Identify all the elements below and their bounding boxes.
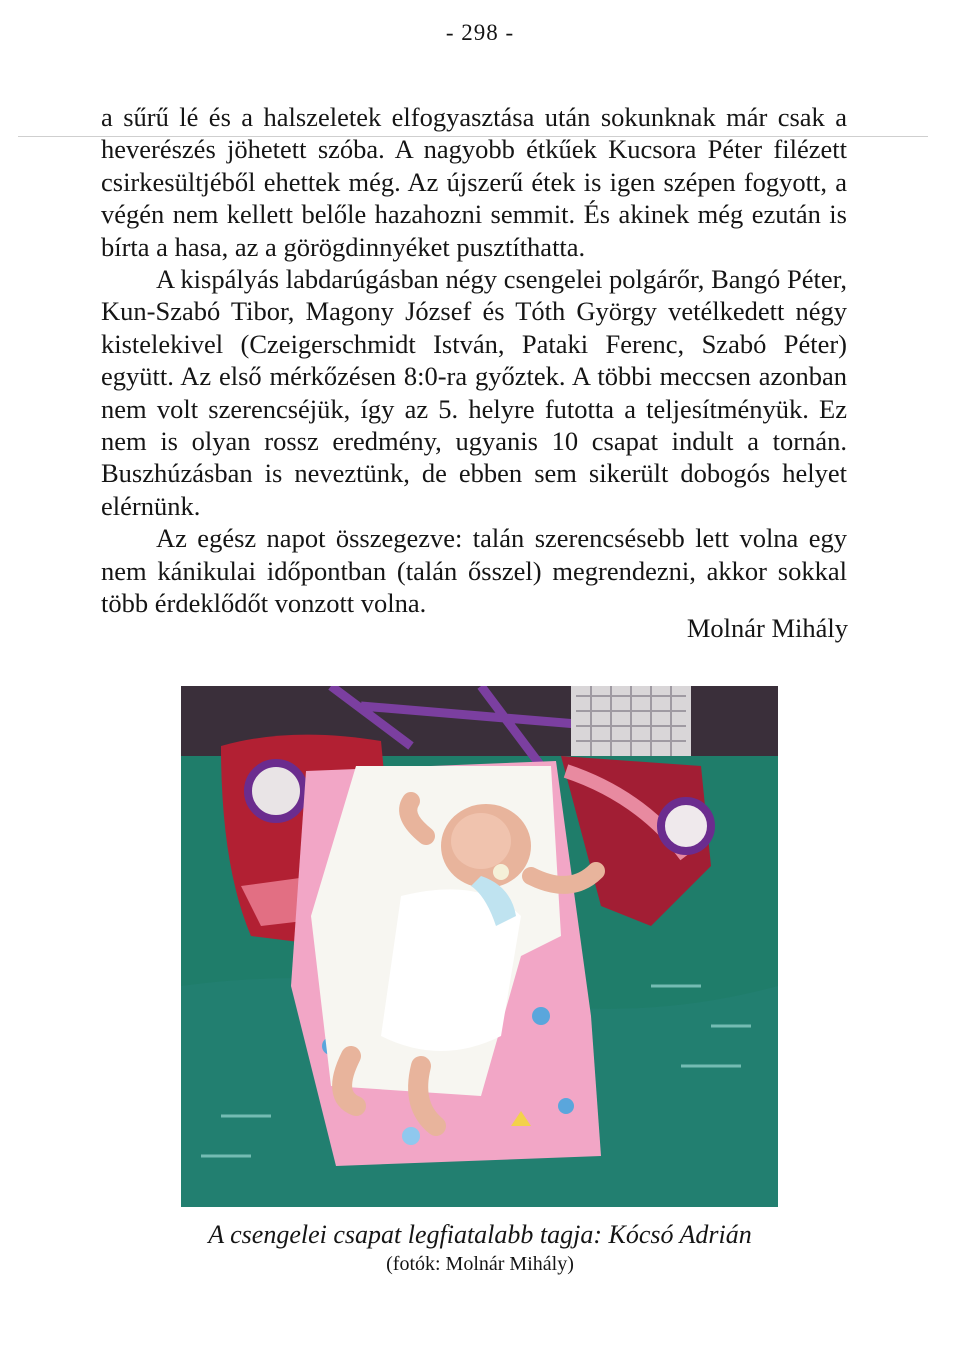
paragraph: Az egész napot összegezve: talán szerencsésebb lett volna egy nem kánikulai időpontban (talán ősszel) megrendezni, akkor sokkal több érdeklődőt vonzott volna. <box>101 523 847 619</box>
photo-caption: A csengelei csapat legfiatalabb tagja: Kócsó Adrián <box>208 1220 752 1249</box>
author-signature: Molnár Mihály <box>686 613 848 643</box>
photo-illustration <box>181 686 778 1207</box>
baby-photo <box>181 686 778 1207</box>
paragraph: A kispályás labdarúgásban négy csengelei polgárőr, Bangó Péter, Kun-Szabó Tibor, Magony József és Tóth György vetélkedett négy kistelekivel (Czeigerschmidt István, Pataki Ferenc, Szabó Péter) együtt. Az első mérkőzésen 8:0-ra győztek. A többi meccsen azonban nem volt szerencséjük, így az 5. helyre futotta a teljesítményük. Ez nem is olyan rossz eredmény, ugyanis 10 csapat indult a tornán. Buszhúzásban is neveztünk, de ebben sem sikerült dobogós helyet elérnünk. <box>101 264 847 521</box>
page-number: - 298 - <box>445 20 515 45</box>
photo-credit: (fotók: Molnár Mihály) <box>386 1253 574 1275</box>
article-body <box>101 101 847 620</box>
paragraph: a sűrű lé és a halszeletek elfogyasztása után sokunknak már csak a heverészés jöhetett szóba. A nagyobb étkűek Kucsora Péter filézett csirkesültjéből ehettek még. Az újszerű étek is igen szépen fogyott, a végén nem kellett belőle hazahozni semmit. És akinek még ezután is bírta a hasa, az a görögdinnyéket pusztíthatta. <box>101 102 847 262</box>
